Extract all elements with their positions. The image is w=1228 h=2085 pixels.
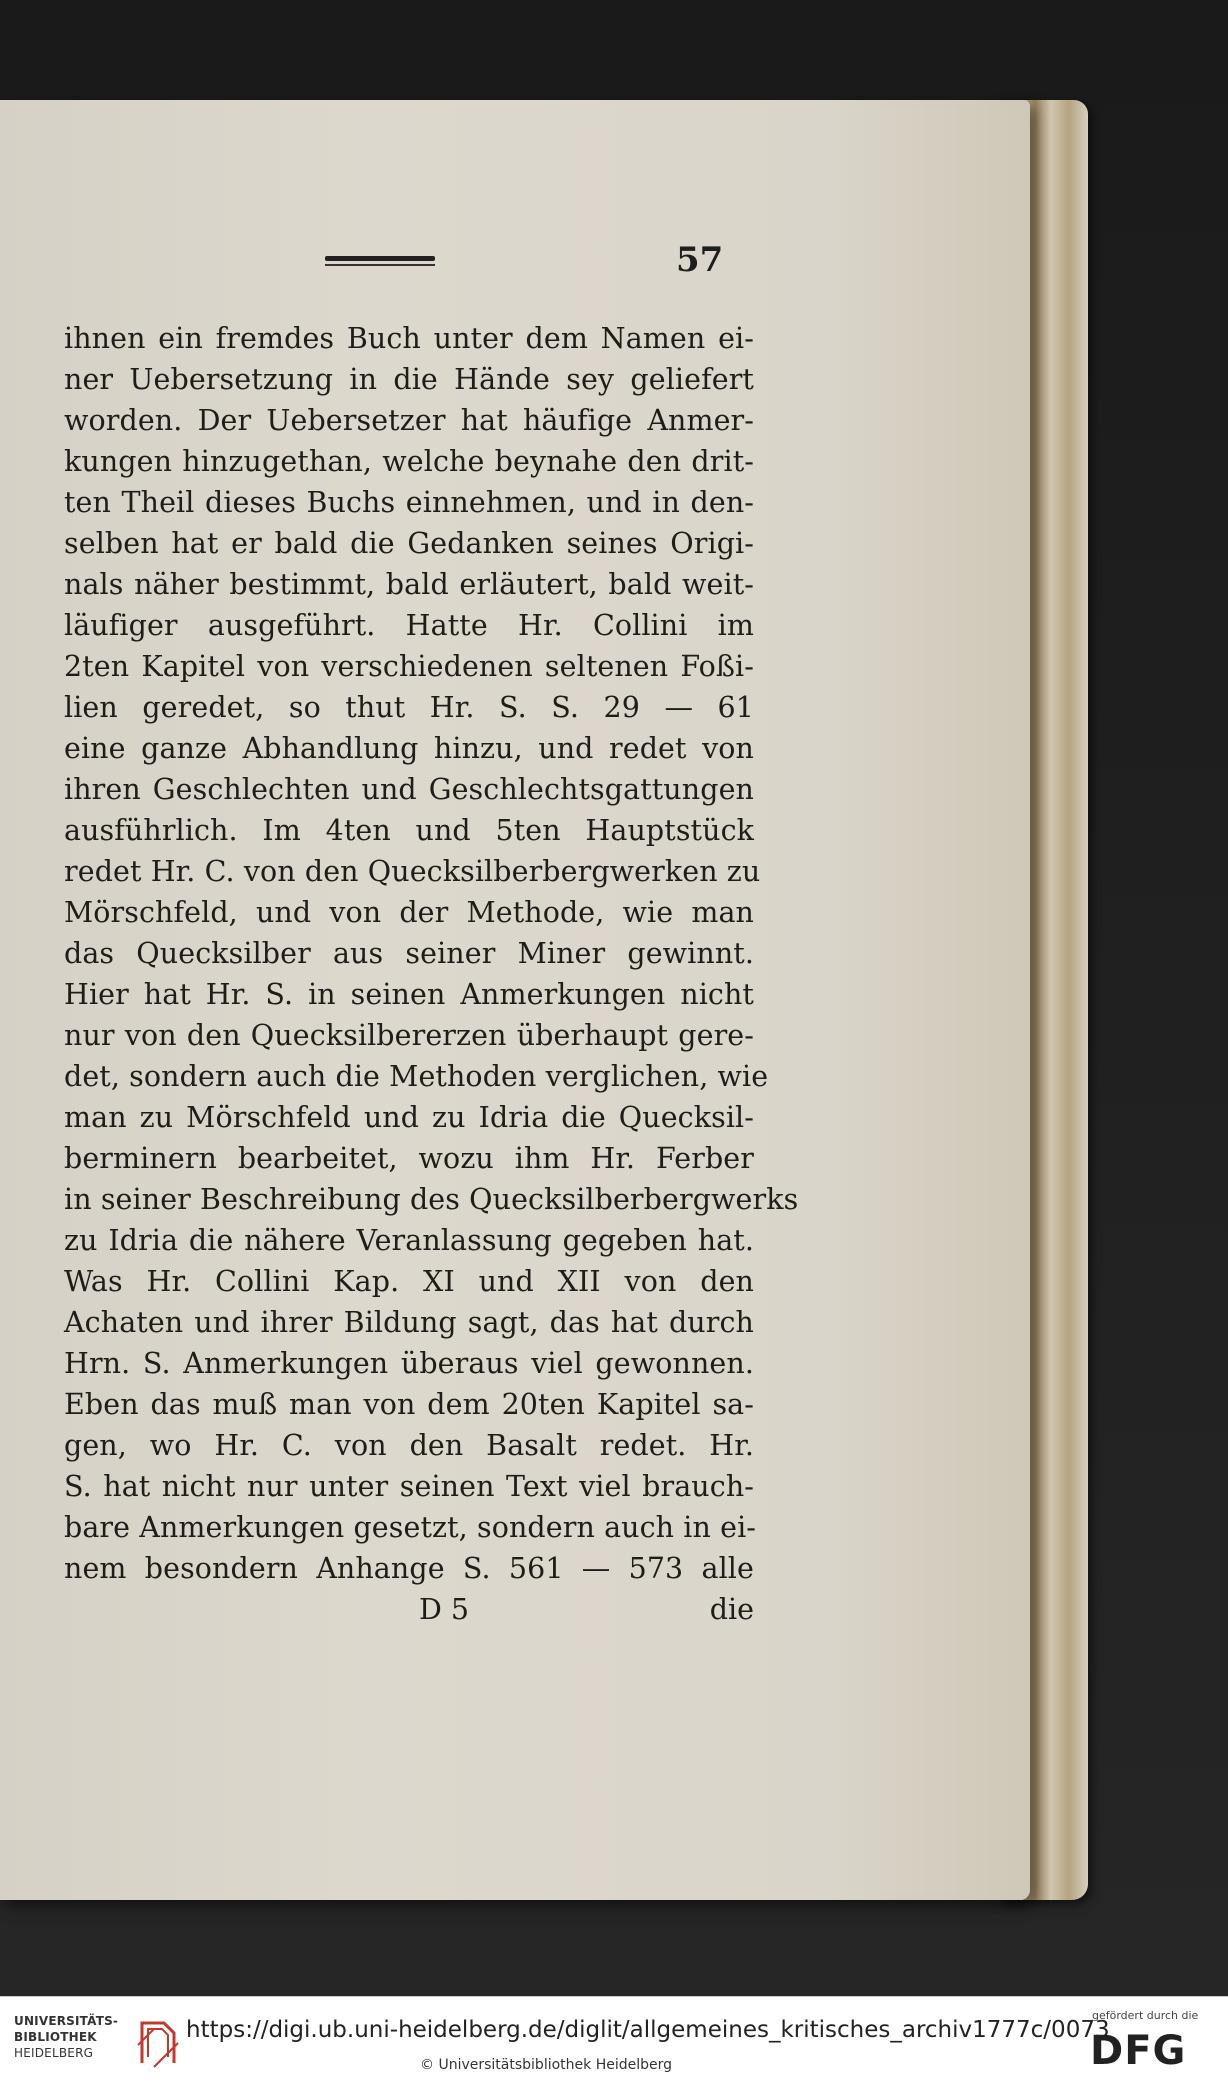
text-line: Achaten und ihrer Bildung sagt, das hat durch [64,1306,754,1339]
text-line: Hier hat Hr. S. in seinen Anmerkungen nicht [64,978,754,1011]
signature-line [64,1589,754,1630]
funder-logo-block[interactable] [1090,2007,1220,2077]
funder-caption: gefördert durch die [1092,2009,1199,2022]
text-line: ner Uebersetzung in die Hände sey geliefert [64,363,754,396]
text-line: läufiger ausgeführt. Hatte Hr. Collini im [64,609,754,642]
text-line: berminern bearbeitet, wozu ihm Hr. Ferber [64,1142,754,1175]
text-line: eine ganze Abhandlung hinzu, und redet von [64,732,754,765]
catchword: die [709,1593,754,1626]
copyright-notice: © Universitätsbibliothek Heidelberg [420,2057,673,2073]
text-line: redet Hr. C. von den Quecksilberbergwerken zu [64,855,761,888]
text-line: gen, wo Hr. C. von den Basalt redet. Hr. [64,1429,754,1462]
head-ornament-rule [325,256,435,261]
text-line: S. hat nicht nur unter seinen Text viel brauch- [64,1470,754,1503]
dfg-logo: DFG [1090,2028,1187,2074]
text-line: Hrn. S. Anmerkungen überaus viel gewonnen. [64,1347,754,1380]
text-line: lien geredet, so thut Hr. S. S. 29 — 61 [64,691,754,724]
library-name-line: UNIVERSITÄTS- [14,2014,119,2028]
text-line: in seiner Beschreibung des Quecksilberbergwerks [64,1183,799,1216]
text-line: zu Idria die nähere Veranlassung gegeben hat. [64,1224,754,1257]
body-text [64,318,799,1630]
page-number: 57 [676,240,724,280]
text-line: ausführlich. Im 4ten und 5ten Hauptstück [64,814,754,847]
text-line: ten Theil dieses Buchs einnehmen, und in den- [64,486,754,519]
library-emblem-icon [134,2015,184,2071]
text-line: ihnen ein fremdes Buch unter dem Namen ei- [64,322,754,355]
permalink-url[interactable]: https://digi.ub.uni-heidelberg.de/diglit/allgemeines_kritisches_archiv1777c/0073 [186,2017,1110,2043]
text-line: bare Anmerkungen gesetzt, sondern auch in ei- [64,1511,757,1544]
library-logo[interactable] [14,2013,174,2073]
text-line: worden. Der Uebersetzer hat häufige Anmer- [64,404,754,437]
viewer-footer [0,1996,1228,2085]
text-line: kungen hinzugethan, welche beynahe den drit- [64,445,754,478]
text-line: nur von den Quecksilbererzen überhaupt gere- [64,1019,754,1052]
text-line: nem besondern Anhange S. 561 — 573 alle [64,1552,754,1585]
text-line: Eben das muß man von dem 20ten Kapitel sa- [64,1388,754,1421]
text-line: det, sondern auch die Methoden verglichen, wie [64,1060,769,1093]
text-line: das Quecksilber aus seiner Miner gewinnt. [64,937,754,970]
library-name-line: HEIDELBERG [14,2046,94,2060]
signature-mark: D 5 [419,1593,470,1626]
text-line: Was Hr. Collini Kap. XI und XII von den [64,1265,754,1298]
text-line: selben hat er bald die Gedanken seines Origi- [64,527,754,560]
library-name-line: BIBLIOTHEK [14,2030,97,2044]
head-ornament-rule-thin [325,264,435,266]
text-line: ihren Geschlechten und Geschlechtsgattungen [64,773,754,806]
text-line: 2ten Kapitel von verschiedenen seltenen Foßi- [64,650,754,683]
text-line: nals näher bestimmt, bald erläutert, bald weit- [64,568,754,601]
text-line: Mörschfeld, und von der Methode, wie man [64,896,754,929]
running-head [0,240,1030,280]
text-line: man zu Mörschfeld und zu Idria die Quecksil- [64,1101,754,1134]
